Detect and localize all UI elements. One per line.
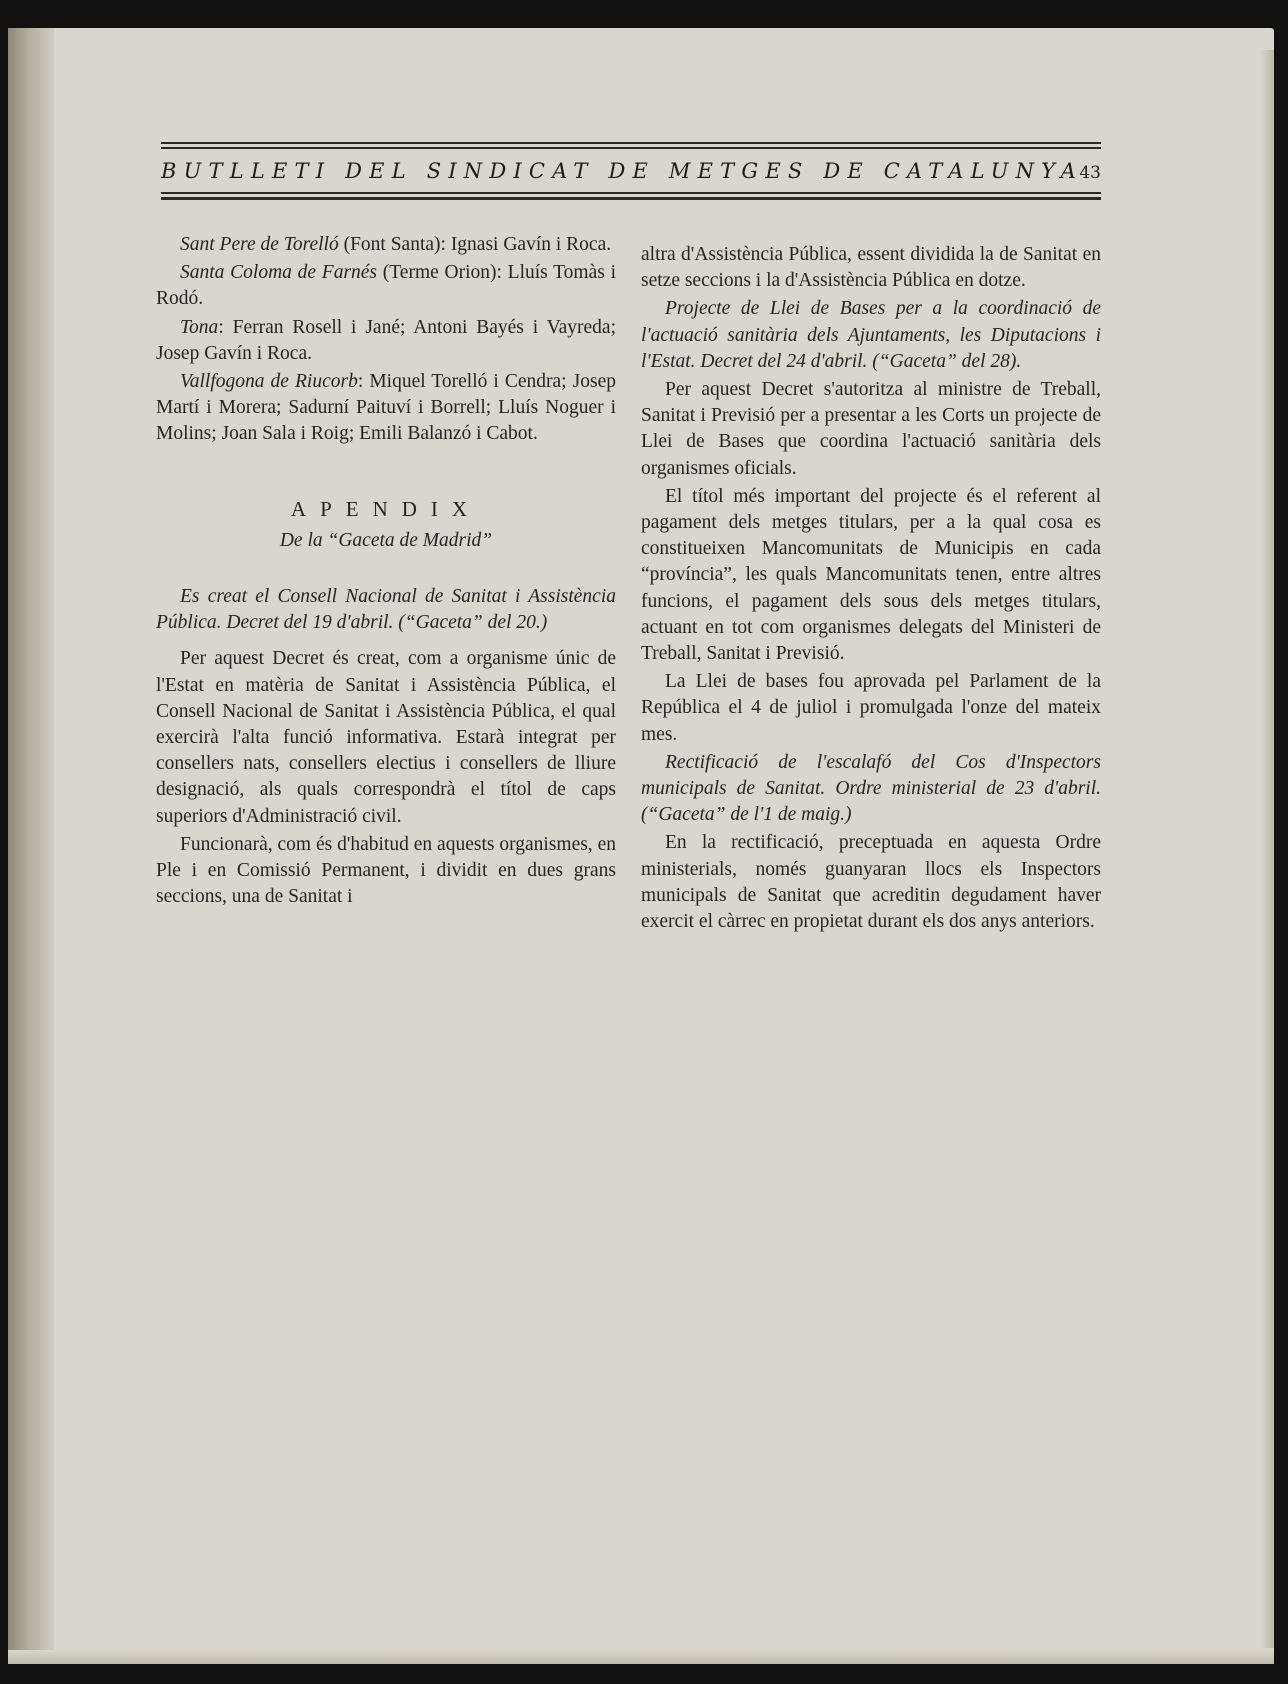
- running-header: [161, 142, 1101, 194]
- paragraph: Funcionarà, com és d'habitud en aquests organismes, en Ple i en Comissió Permanent, i dividit en dues grans seccions, una de Sanitat i: [156, 833, 616, 908]
- place-name: Santa Coloma de Farnés: [180, 262, 378, 284]
- page-number: 43: [1079, 163, 1101, 183]
- decree-heading: Rectificació de l'escalafó del Cos d'Inspectors municipals de Sanitat. Ordre ministerial de 23 d'abril. (“Gaceta” de l'1 de maig.): [641, 751, 1101, 826]
- paragraph: El títol més important del projecte és el referent al pagament dels metges titulars, per a la qual cosa es constitueixen Mancomunitats de Municipis en cada “província”, les quals Mancomunitats tenen, entre altres funcions, el pagament dels sous dels metges titulars, actuant en tot com organismes delegats del Ministeri de Treball, Sanitat i Previsió.: [641, 485, 1101, 665]
- place-name: Tona: [180, 316, 219, 338]
- entry-text: (Font Santa): Ignasi Gavín i Roca.: [338, 234, 612, 255]
- decree-heading: Projecte de Llei de Bases per a la coordinació de l'actuació sanitària dels Ajuntaments, les Diputacions i l'Estat. Decret del 24 d'abril. (“Gaceta” del 28).: [641, 298, 1101, 372]
- paragraph: La Llei de bases fou aprovada pel Parlament de la República el 4 de juliol i promulgada l'onze del mateix mes.: [641, 671, 1101, 745]
- place-name: Vallfogona de Riucorb: [180, 371, 358, 393]
- right-column: [641, 242, 1101, 935]
- header-rule: [161, 147, 1101, 149]
- entry-santa-coloma: [156, 260, 616, 312]
- journal-title: BUTLLETI DEL SINDICAT DE METGES DE CATALUNYA: [161, 159, 1083, 183]
- paragraph: En la rectificació, preceptuada en aquesta Ordre ministerials, només guanyaran llocs els Inspectors municipals de Sanitat que acreditin degudament haver exercit el càrrec en propietat durant els dos anys anteriors.: [641, 832, 1101, 933]
- book-spine-shadow: [8, 28, 54, 1664]
- entry-text: : Miquel Torelló i Cendra; Josep Martí i Morera; Sadurní Paituví i Borrell; Lluís Noguer i Molins; Joan Sala i Roig; Emili Balanzó i Cabot.: [156, 371, 617, 445]
- place-name: Sant Pere de Torelló: [180, 234, 339, 255]
- decree-heading: Es creat el Consell Nacional de Sanitat i Assistència Pública. Decret del 19 d'abril. (“Gaceta” del 20.): [156, 586, 616, 634]
- paragraph: Per aquest Decret és creat, com a organisme únic de l'Estat en matèria de Sanitat i Assistència Pública, el Consell Nacional de Sanitat i Assistència Pública, el qual exercirà l'alta funció informativa. Estarà integrat per consellers nats, consellers electius i consellers de lliure designació, als quals correspondrà el títol de caps superiors d'Administració civil.: [156, 648, 616, 827]
- paragraph: Per aquest Decret s'autoritza al ministre de Treball, Sanitat i Previsió per a presentar a les Corts un projecte de Llei de Bases que coordina l'actuació sanitària dels organismes oficials.: [641, 379, 1101, 479]
- header-rule: [161, 192, 1101, 194]
- entry-vallfogona: [156, 369, 616, 448]
- page-edge: [1260, 50, 1274, 1648]
- entry-text: : Ferran Rosell i Jané; Antoni Bayés i Vayreda; Josep Gavín i Roca.: [156, 316, 616, 364]
- appendix-title: APENDIX: [290, 496, 482, 521]
- header-rule: [161, 197, 1101, 200]
- paragraph: altra d'Assistència Pública, essent dividida la de Sanitat en setze seccions i la d'Assistència Pública en dotze.: [641, 244, 1101, 292]
- left-column: [156, 232, 616, 910]
- entry-text: (Terme Orion): Lluís Tomàs i Rodó.: [156, 262, 616, 310]
- header-rule: [161, 142, 1101, 144]
- entry-tona: [156, 315, 616, 367]
- appendix-subtitle: De la “Gaceta de Madrid”: [279, 529, 493, 551]
- entry-torello: [156, 232, 616, 258]
- page-bottom-edge: [8, 1650, 1274, 1664]
